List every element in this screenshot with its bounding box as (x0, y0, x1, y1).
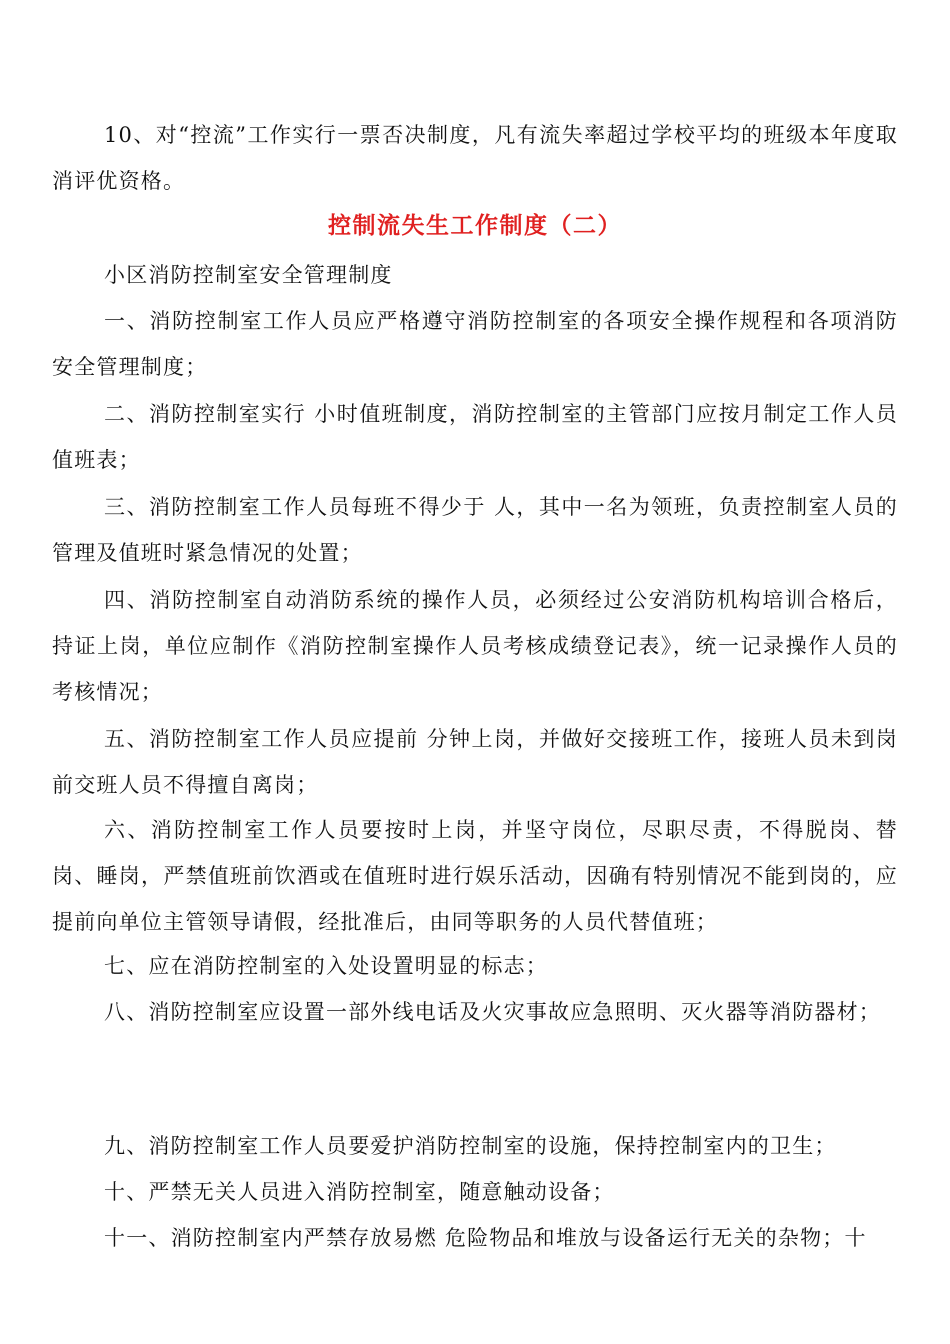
document-subtitle: 小区消防控制室安全管理制度 (104, 263, 393, 287)
rule-3: 三、消防控制室工作人员每班不得少于 人，其中一名为领班，负责控制室人员的管理及值班时紧急情况的处置； (52, 495, 898, 565)
rule-6: 六、消防控制室工作人员要按时上岗，并坚守岗位，尽职尽责，不得脱岗、替岗、睡岗，严禁值班前饮酒或在值班时进行娱乐活动，因确有特别情况不能到岗的，应提前向单位主管领导请假，经批准后，由同等职务的人员代替值班； (52, 818, 898, 934)
section-title: 控制流失生工作制度（二） (328, 212, 622, 239)
rule-11: 十一、消防控制室内严禁存放易燃 危险物品和堆放与设备运行无关的杂物；十 (104, 1226, 867, 1250)
rule-7: 七、应在消防控制室的入处设置明显的标志； (104, 954, 548, 978)
rule-9: 九、消防控制室工作人员要爱护消防控制室的设施，保持控制室内的卫生； (104, 1134, 837, 1158)
rule-10: 十、严禁无关人员进入消防控制室，随意触动设备； (104, 1180, 615, 1204)
rule-4: 四、消防控制室自动消防系统的操作人员，必须经过公安消防机构培训合格后，持证上岗，单位应制作《消防控制室操作人员考核成绩登记表》，统一记录操作人员的考核情况； (52, 588, 898, 704)
rule-8: 八、消防控制室应设置一部外线电话及火灾事故应急照明、灭火器等消防器材； (104, 1000, 881, 1024)
paragraph-control-outflow-rule-10: 10、对“控流”工作实行一票否决制度，凡有流失率超过学校平均的班级本年度取消评优资格。 (52, 123, 898, 193)
rule-5: 五、消防控制室工作人员应提前 分钟上岗，并做好交接班工作，接班人员未到岗前交班人员不得擅自离岗； (52, 727, 898, 797)
rule-1: 一、消防控制室工作人员应严格遵守消防控制室的各项安全操作规程和各项消防安全管理制度； (52, 309, 898, 379)
rule-2: 二、消防控制室实行 小时值班制度，消防控制室的主管部门应按月制定工作人员值班表； (52, 402, 898, 472)
